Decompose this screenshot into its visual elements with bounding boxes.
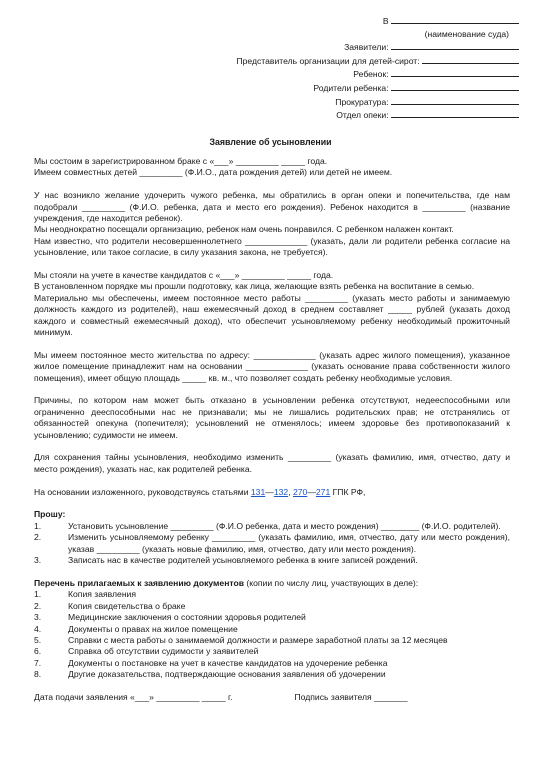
law-link-131[interactable]: 131 — [250, 486, 266, 497]
attachment-item-number: 2. — [34, 600, 42, 611]
paragraph-children: Имеем совместных детей _________ (Ф.И.О., дата рождения детей) или детей не имеем. — [34, 167, 393, 178]
law-link-270[interactable]: 270 — [292, 486, 308, 497]
paragraph-visits: Мы неоднократно посещали организацию, ребенок нам очень понравился. С ребенком налажен контакт. — [34, 224, 454, 235]
attachment-item-number: 6. — [34, 646, 42, 657]
document-header — [236, 14, 519, 122]
parents-blank — [391, 81, 519, 91]
orphan-rep-blank — [422, 54, 519, 64]
parents-line — [236, 81, 519, 95]
attachments-heading-rest: (копии по числу лиц, участвующих в деле): — [244, 577, 419, 588]
basis-dash-2: — — [307, 486, 316, 497]
paragraph-desire: У нас возникло желание удочерить чужого ребенка, мы обратились в орган опеки и попечительства, где нам подобрали _________ (Ф.И.О. ребенка, дата и место его рождения). Ребенок находится в _________ (название учреждения, где находится ребенок). — [34, 190, 510, 224]
request-item-text: Изменить усыновляемому ребенку _________ (указать фамилию, имя, отчество, дату или место рождения), указав _________ (указать новые фамилию, имя, отчество, дату или место рождения). — [68, 532, 510, 554]
attachment-item — [34, 635, 510, 646]
paragraph-residence: Мы имеем постоянное место жительства по адресу: _____________ (указать адрес жилого помещения), указанное жилое помещение принадлежит нам на основании _____________ (указать основание права собственности жилого помещения), имеет общую площадь _____ кв. м., что позволяет создать ребенку необходимые условия. — [34, 349, 510, 383]
request-item — [34, 555, 510, 566]
attachment-item-number: 1. — [34, 589, 42, 600]
court-hint: (наименование суда) — [424, 28, 509, 39]
paragraph-income: Материально мы обеспечены, имеем постоянное место работы _________ (указать место работы и занимаемую должность каждого из родителей), наш ежемесячный доход в среднем составляет _____ рублей (указать доход каждого и совместный ежемесячный доход), что обеспечит усыновляемому ребенку необходимый прожиточный минимум. — [34, 292, 510, 338]
request-item-text: Установить усыновление _________ (Ф.И.О ребенка, дата и место рождения) ________ (Ф.И.О. родителей). — [68, 520, 501, 531]
attachment-item — [34, 646, 510, 657]
orphan-rep-label: Представитель организации для детей-сирот: — [236, 55, 420, 66]
attachment-item-text: Другие доказательства, подтверждающие основания заявления об удочерении — [68, 669, 386, 680]
request-item-number: 2. — [34, 532, 42, 543]
applicants-label: Заявители: — [344, 42, 389, 53]
attachment-item-text: Справка об отсутствии судимости у заявителей — [68, 646, 259, 657]
prosecutor-label: Прокуратура: — [335, 96, 389, 107]
attachment-item — [34, 589, 510, 600]
request-item-number: 3. — [34, 555, 42, 566]
attachment-item — [34, 669, 510, 680]
court-blank — [391, 14, 519, 24]
paragraph-marriage: Мы состоим в зарегистрированном браке с «___» _________ _____ года. — [34, 156, 328, 166]
attachments-heading-bold: Перечень прилагаемых к заявлению документов — [34, 577, 245, 588]
request-item — [34, 521, 510, 532]
prosecutor-line — [236, 95, 519, 109]
basis-prefix: На основании изложенного, руководствуясь статьями — [34, 486, 251, 497]
applicants-line — [236, 40, 519, 54]
applicant-signature: Подпись заявителя _______ — [294, 691, 408, 702]
child-label: Ребенок: — [353, 69, 389, 80]
basis-comma: , — [288, 486, 293, 497]
request-item-text: Записать нас в качестве родителей усыновляемого ребенка в книге записей рождений. — [68, 555, 418, 566]
request-heading: Прошу: — [34, 509, 66, 520]
guardianship-label: Отдел опеки: — [336, 110, 389, 121]
prosecutor-blank — [391, 95, 519, 105]
court-prefix: В — [382, 16, 389, 26]
guardianship-line — [236, 108, 519, 122]
parents-label: Родители ребенка: — [313, 82, 389, 93]
paragraph-parents-consent: Нам известно, что родители несовершеннолетнего _____________ (указать, дали ли родители ребенка согласие на усыновление, или такое согласие, в силу указания закона, не требуется). — [34, 235, 510, 258]
filing-date: Дата подачи заявления «___» _________ _____ г. — [34, 691, 233, 702]
guardianship-blank — [391, 108, 519, 118]
attachment-item — [34, 624, 510, 635]
attachment-item-number: 7. — [34, 657, 42, 668]
request-item — [34, 532, 510, 555]
paragraph-secrecy: Для сохранения тайны усыновления, необходимо изменить _________ (указать фамилию, имя, отчество, дату и место рождения), указать нас, как родителей ребенка. — [34, 452, 510, 474]
basis-suffix: ГПК РФ, — [330, 486, 366, 497]
child-blank — [391, 67, 519, 77]
basis-dash-1: — — [265, 486, 274, 497]
attachment-item — [34, 612, 510, 623]
attachment-item-text: Копия заявления — [68, 589, 137, 600]
document-title: Заявление об усыновлении — [209, 137, 332, 147]
footer-line — [34, 692, 510, 703]
attachment-item-number: 4. — [34, 623, 42, 634]
law-link-271[interactable]: 271 — [315, 486, 331, 497]
attachment-item-text: Копия свидетельства о браке — [68, 600, 186, 611]
attachment-item-number: 3. — [34, 612, 42, 623]
attachment-item-text: Документы о правах на жилое помещение — [68, 623, 238, 634]
paragraph-registration: Мы стояли на учете в качестве кандидатов с «___» _________ _____ года. — [34, 270, 334, 281]
law-link-132[interactable]: 132 — [273, 486, 289, 497]
attachment-item — [34, 658, 510, 669]
applicants-blank — [391, 40, 519, 50]
attachment-item-text: Медицинские заключения о состоянии здоровья родителей — [68, 612, 306, 623]
attachment-item-text: Справки с места работы о занимаемой должности и размере заработной платы за 12 месяцев — [68, 634, 448, 645]
document-body — [34, 156, 510, 703]
paragraph-no-refusal: Причины, по котором нам может быть отказано в усыновлении ребенка отсутствуют, недееспособными или ограниченно дееспособными нас не признавали; мы не лишались родительских прав; не отстранялись от обязанностей опекуна (попечителя); усыновлений не отменялось; имеем здоровье без противопоказаний к усыновлению; судимости не имеем. — [34, 395, 510, 440]
attachments-heading — [34, 578, 510, 589]
paragraph-legal-basis — [34, 487, 510, 498]
paragraph-training: В установленном порядке мы прошли подготовку, как лица, желающие взять ребенка на воспитание в семью. — [34, 281, 475, 292]
request-item-number: 1. — [34, 520, 42, 531]
attachment-item-number: 8. — [34, 669, 42, 680]
attachment-item — [34, 601, 510, 612]
child-line — [236, 67, 519, 81]
attachment-item-text: Документы о постановке на учет в качестве кандидатов на удочерение ребенка — [68, 657, 388, 668]
orphan-rep-line — [236, 54, 519, 68]
court-line — [236, 14, 519, 28]
attachment-item-number: 5. — [34, 634, 42, 645]
